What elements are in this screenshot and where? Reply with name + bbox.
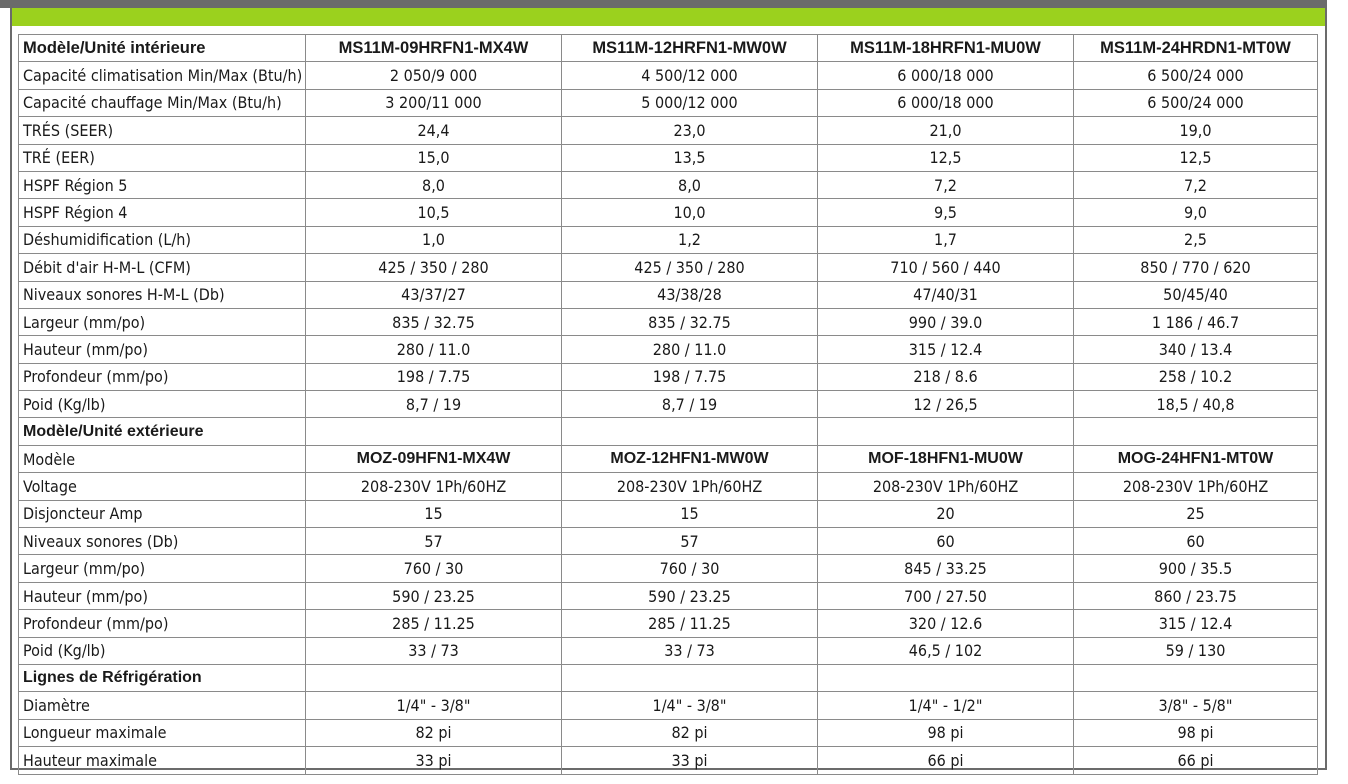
empty-cell [306,418,562,445]
row-label: Voltage [19,473,306,500]
table-row [19,281,1318,308]
table-row [19,226,1318,253]
table-row [19,719,1318,746]
row-label: HSPF Région 5 [19,171,306,198]
table-cell: 850 / 770 / 620 [1074,254,1318,281]
table-cell: 208-230V 1Ph/60HZ [306,473,562,500]
table-row [19,144,1318,171]
outdoor-model-name: MOG-24HFN1-MT0W [1074,445,1318,472]
row-label: Hauteur (mm/po) [19,582,306,609]
indoor-model-name: MS11M-24HRDN1-MT0W [1074,35,1318,62]
table-cell: 20 [818,500,1074,527]
table-cell: 33 pi [306,747,562,774]
table-cell: 60 [818,528,1074,555]
table-cell: 21,0 [818,117,1074,144]
table-cell: 1 186 / 46.7 [1074,308,1318,335]
table-row [19,62,1318,89]
table-cell: 66 pi [1074,747,1318,774]
table-cell: 57 [562,528,818,555]
table-cell: 15 [562,500,818,527]
row-label: Déshumidification (L/h) [19,226,306,253]
table-cell: 3 200/11 000 [306,89,562,116]
table-cell: 98 pi [818,719,1074,746]
table-cell: 24,4 [306,117,562,144]
table-row [19,473,1318,500]
table-cell: 33 pi [562,747,818,774]
table-cell: 43/38/28 [562,281,818,308]
table-cell: 12,5 [1074,144,1318,171]
table-cell: 6 500/24 000 [1074,62,1318,89]
indoor-model-name: MS11M-12HRFN1-MW0W [562,35,818,62]
table-row [19,254,1318,281]
table-cell: 7,2 [1074,171,1318,198]
row-label: Modèle [19,445,306,472]
table-cell: 82 pi [306,719,562,746]
table-cell: 46,5 / 102 [818,637,1074,664]
table-cell: 4 500/12 000 [562,62,818,89]
table-cell: 208-230V 1Ph/60HZ [1074,473,1318,500]
table-cell: 760 / 30 [562,555,818,582]
empty-cell [306,664,562,691]
table-cell: 208-230V 1Ph/60HZ [818,473,1074,500]
table-cell: 15 [306,500,562,527]
table-row [19,308,1318,335]
accent-band [12,8,1325,26]
table-cell: 23,0 [562,117,818,144]
table-row [19,555,1318,582]
row-label: HSPF Région 4 [19,199,306,226]
table-cell: 285 / 11.25 [562,610,818,637]
table-cell: 59 / 130 [1074,637,1318,664]
table-cell: 8,0 [562,171,818,198]
table-cell: 98 pi [1074,719,1318,746]
table-row [19,199,1318,226]
table-cell: 860 / 23.75 [1074,582,1318,609]
row-label: Niveaux sonores H-M-L (Db) [19,281,306,308]
table-cell: 710 / 560 / 440 [818,254,1074,281]
indoor-header-row [19,35,1318,62]
table-cell: 8,7 / 19 [562,391,818,418]
table-cell: 7,2 [818,171,1074,198]
table-cell: 2,5 [1074,226,1318,253]
table-cell: 218 / 8.6 [818,363,1074,390]
outdoor-section-title [19,418,1318,445]
table-row [19,117,1318,144]
table-cell: 590 / 23.25 [306,582,562,609]
table-row [19,528,1318,555]
table-cell: 25 [1074,500,1318,527]
table-cell: 315 / 12.4 [818,336,1074,363]
table-cell: 320 / 12.6 [818,610,1074,637]
table-row [19,336,1318,363]
table-cell: 19,0 [1074,117,1318,144]
row-label: TRÉ (EER) [19,144,306,171]
table-cell: 208-230V 1Ph/60HZ [562,473,818,500]
row-label: Niveaux sonores (Db) [19,528,306,555]
row-label: Diamètre [19,692,306,719]
table-row [19,171,1318,198]
row-label: Débit d'air H-M-L (CFM) [19,254,306,281]
spec-table [18,34,1318,775]
table-cell: 9,5 [818,199,1074,226]
row-label: Poid (Kg/lb) [19,637,306,664]
row-label: Hauteur maximale [19,747,306,774]
row-label: Disjoncteur Amp [19,500,306,527]
table-cell: 8,7 / 19 [306,391,562,418]
table-cell: 13,5 [562,144,818,171]
row-label: Poid (Kg/lb) [19,391,306,418]
table-cell: 82 pi [562,719,818,746]
table-cell: 9,0 [1074,199,1318,226]
spec-sheet-frame [10,8,1327,770]
table-row [19,363,1318,390]
row-label: TRÉS (SEER) [19,117,306,144]
table-cell: 2 050/9 000 [306,62,562,89]
indoor-model-name: MS11M-18HRFN1-MU0W [818,35,1074,62]
table-cell: 15,0 [306,144,562,171]
table-row [19,391,1318,418]
table-cell: 1,0 [306,226,562,253]
table-cell: 10,5 [306,199,562,226]
table-cell: 5 000/12 000 [562,89,818,116]
row-label: Largeur (mm/po) [19,555,306,582]
row-label: Capacité chauffage Min/Max (Btu/h) [19,89,306,116]
table-cell: 760 / 30 [306,555,562,582]
table-row [19,637,1318,664]
table-cell: 33 / 73 [562,637,818,664]
table-cell: 10,0 [562,199,818,226]
table-cell: 33 / 73 [306,637,562,664]
table-cell: 57 [306,528,562,555]
lines-section-title [19,664,1318,691]
table-cell: 990 / 39.0 [818,308,1074,335]
row-label: Hauteur (mm/po) [19,336,306,363]
top-bar [0,0,1327,8]
row-label: Lignes de Réfrigération [19,664,306,691]
table-cell: 258 / 10.2 [1074,363,1318,390]
table-cell: 315 / 12.4 [1074,610,1318,637]
table-cell: 18,5 / 40,8 [1074,391,1318,418]
empty-cell [818,664,1074,691]
table-cell: 340 / 13.4 [1074,336,1318,363]
row-label: Modèle/Unité intérieure [19,35,306,62]
table-cell: 835 / 32.75 [306,308,562,335]
empty-cell [1074,418,1318,445]
table-cell: 198 / 7.75 [562,363,818,390]
outdoor-model-name: MOF-18HFN1-MU0W [818,445,1074,472]
table-cell: 1/4" - 3/8" [306,692,562,719]
table-cell: 198 / 7.75 [306,363,562,390]
table-row [19,89,1318,116]
table-cell: 8,0 [306,171,562,198]
table-cell: 50/45/40 [1074,281,1318,308]
table-cell: 900 / 35.5 [1074,555,1318,582]
row-label: Profondeur (mm/po) [19,363,306,390]
outdoor-model-row [19,445,1318,472]
table-cell: 285 / 11.25 [306,610,562,637]
row-label: Longueur maximale [19,719,306,746]
outdoor-model-name: MOZ-09HFN1-MX4W [306,445,562,472]
table-cell: 43/37/27 [306,281,562,308]
empty-cell [562,418,818,445]
table-cell: 1/4" - 3/8" [562,692,818,719]
table-cell: 1,7 [818,226,1074,253]
table-row [19,500,1318,527]
table-cell: 590 / 23.25 [562,582,818,609]
table-cell: 66 pi [818,747,1074,774]
table-row [19,692,1318,719]
row-label: Profondeur (mm/po) [19,610,306,637]
table-cell: 700 / 27.50 [818,582,1074,609]
empty-cell [562,664,818,691]
table-cell: 6 500/24 000 [1074,89,1318,116]
table-cell: 12 / 26,5 [818,391,1074,418]
table-cell: 835 / 32.75 [562,308,818,335]
outdoor-model-name: MOZ-12HFN1-MW0W [562,445,818,472]
table-row [19,582,1318,609]
table-cell: 1,2 [562,226,818,253]
indoor-model-name: MS11M-09HRFN1-MX4W [306,35,562,62]
spec-table-body [19,35,1318,775]
table-cell: 60 [1074,528,1318,555]
table-cell: 280 / 11.0 [306,336,562,363]
row-label: Modèle/Unité extérieure [19,418,306,445]
table-cell: 845 / 33.25 [818,555,1074,582]
table-cell: 6 000/18 000 [818,89,1074,116]
table-cell: 425 / 350 / 280 [306,254,562,281]
table-cell: 1/4" - 1/2" [818,692,1074,719]
empty-cell [818,418,1074,445]
table-row [19,610,1318,637]
table-cell: 6 000/18 000 [818,62,1074,89]
table-cell: 280 / 11.0 [562,336,818,363]
table-cell: 3/8" - 5/8" [1074,692,1318,719]
row-label: Largeur (mm/po) [19,308,306,335]
table-cell: 12,5 [818,144,1074,171]
table-cell: 47/40/31 [818,281,1074,308]
empty-cell [1074,664,1318,691]
table-row [19,747,1318,774]
table-cell: 425 / 350 / 280 [562,254,818,281]
row-label: Capacité climatisation Min/Max (Btu/h) [19,62,306,89]
